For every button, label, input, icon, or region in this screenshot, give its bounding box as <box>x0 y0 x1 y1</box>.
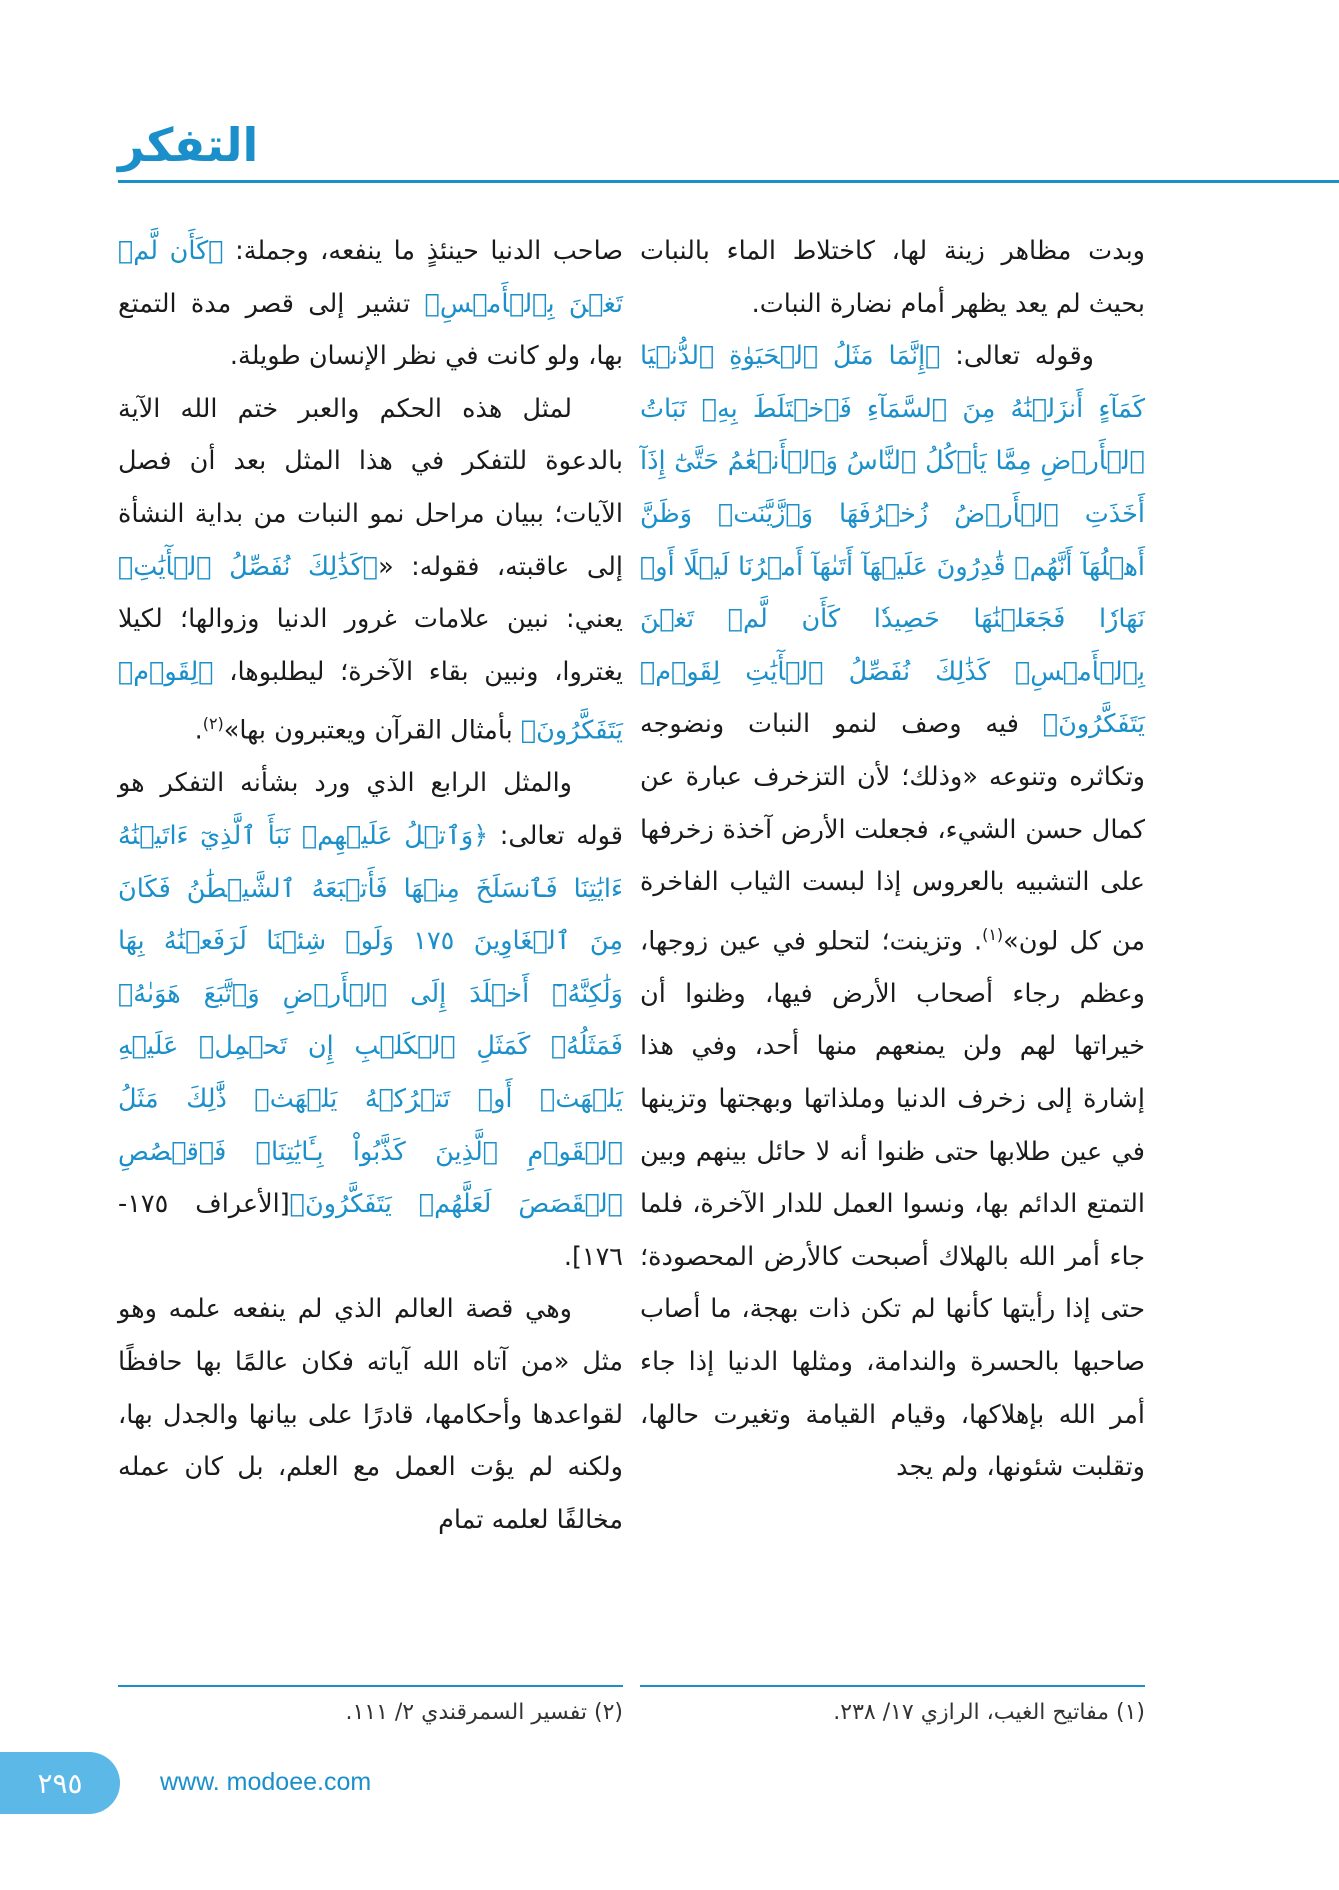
footnote-marker: (٢) <box>202 714 224 734</box>
body-text: بأمثال القرآن ويعتبرون بها» <box>223 715 521 746</box>
body-text: وقوله تعالى: <box>940 341 1094 372</box>
quran-verse: ﴿كَذَٰلِكَ نُفَصِّلُ ٱلۡأٓيَٰتِ﴾ <box>118 551 379 582</box>
quran-verse: ﴿لِقَوۡمٖ يَتَفَكَّرُونَ﴾ <box>118 656 623 746</box>
footnote-2: (٢) تفسير السمرقندي ٢/ ١١١. <box>345 1700 623 1725</box>
body-text: صاحب الدنيا حينئذٍ ما ينفعه، وجملة: <box>223 236 623 266</box>
right-column <box>640 225 1145 1494</box>
body-text: تشير إلى قصر مدة التمتع بها، ولو كانت في نظر الإنسان طويلة. <box>118 288 623 372</box>
page-title: التفكر <box>118 118 259 172</box>
quran-verse: ﴿كَأَن لَّمۡ تَغۡنَ بِٱلۡأَمۡسِ﴾ <box>118 236 623 319</box>
body-text: [الأعراف ١٧٥- ١٧٦]. <box>118 1189 623 1272</box>
page-number: ٢٩٥ <box>0 1752 120 1814</box>
footnote-divider-left <box>118 1685 623 1687</box>
paragraph <box>118 757 623 1283</box>
paragraph <box>118 383 623 758</box>
website-link[interactable]: www. modoee.com <box>160 1768 372 1796</box>
body-text: يعني: نبين علامات غرور الدنيا وزوالها؛ لكيلا يغتروا، ونبين بقاء الآخرة؛ ليطلبوها، <box>118 604 623 687</box>
body-text: وهي قصة العالم الذي لم ينفعه علمه وهو مثل «من آتاه الله آياته فكان عالمًا بها حافظًا لقواعدها وأحكامها، قادرًا على بيانها والجدل بها، ولكنه لم يؤت العمل مع العلم، بل كان عمله مخالفًا لعلمه تمام <box>118 1294 623 1535</box>
paragraph <box>640 330 1145 1494</box>
quran-verse: ﴿إِنَّمَا مَثَلُ ٱلۡحَيَوٰةِ ٱلدُّنۡيَا كَمَآءٍ أَنزَلۡنَٰهُ مِنَ ٱلسَّمَآءِ فَٱخۡتَلَطَ بِهِۦ نَبَاتُ ٱلۡأَرۡضِ مِمَّا يَأۡكُلُ ٱلنَّاسُ وَٱلۡأَنۡعَٰمُ حَتَّىٰٓ إِذَآ أَخَذَتِ ٱلۡأَرۡضُ زُخۡرُفَهَا وَٱزَّيَّنَتۡ وَظَنَّ أَهۡلُهَآ أَنَّهُمۡ قَٰدِرُونَ عَلَيۡهَآ أَتَىٰهَآ أَمۡرُنَا لَيۡلًا أَوۡ نَهَارٗا فَجَعَلۡنَٰهَا حَصِيدٗا كَأَن لَّمۡ تَغۡنَ بِٱلۡأَمۡسِۚ كَذَٰلِكَ نُفَصِّلُ ٱلۡأٓيَٰتِ لِقَوۡمٖ يَتَفَكَّرُونَ﴾ <box>640 341 1145 740</box>
paragraph <box>118 1283 623 1546</box>
header-rule <box>118 180 1339 183</box>
footnote-1: (١) مفاتيح الغيب، الرازي ١٧/ ٢٣٨. <box>833 1700 1145 1725</box>
left-column <box>118 225 623 1546</box>
body-text: والمثل الرابع الذي ورد بشأنه التفكر هو قوله تعالى: <box>118 768 623 852</box>
body-text: . <box>194 715 203 746</box>
body-text: وبدت مظاهر زينة لها، كاختلاط الماء بالنبات بحيث لم يعد يظهر أمام نضارة النبات. <box>640 236 1145 319</box>
body-text: فيه وصف لنمو النبات ونضوجه وتكاثره وتنوعه «وذلك؛ لأن التزخرف عبارة عن كمال حسن الشيء، فجعلت الأرض آخذة زخرفها على التشبيه بالعروس إذا لبست الثياب الفاخرة من كل لون» <box>640 709 1145 957</box>
quran-verse: ﴿وَٱتۡلُ عَلَيۡهِمۡ نَبَأَ ٱلَّذِيٓ ءَاتَيۡنَٰهُ ءَايَٰتِنَا فَٱنسَلَخَ مِنۡهَا فَأَتۡبَعَهُ ٱلشَّيۡطَٰنُ فَكَانَ مِنَ ٱلۡغَاوِينَ ١٧٥ وَلَوۡ شِئۡنَا لَرَفَعۡنَٰهُ بِهَا وَلَٰكِنَّهُۥٓ أَخۡلَدَ إِلَى ٱلۡأَرۡضِ وَٱتَّبَعَ هَوَىٰهُۚ فَمَثَلُهُۥ كَمَثَلِ ٱلۡكَلۡبِ إِن تَحۡمِلۡ عَلَيۡهِ يَلۡهَثۡ أَوۡ تَتۡرُكۡهُ يَلۡهَثۚ ذَّٰلِكَ مَثَلُ ٱلۡقَوۡمِ ٱلَّذِينَ كَذَّبُواْ بِـَٔايَٰتِنَاۚ فَٱقۡصُصِ ٱلۡقَصَصَ لَعَلَّهُمۡ يَتَفَكَّرُونَ﴾ <box>118 821 623 1220</box>
paragraph <box>640 225 1145 330</box>
body-text: لمثل هذه الحكم والعبر ختم الله الآية بالدعوة للتفكر في هذا المثل بعد أن فصل الآيات؛ ببيان مراحل نمو النبات من بداية النشأة إلى عاقبته، فقوله: « <box>118 393 623 582</box>
body-text: . وتزينت؛ لتحلو في عين زوجها، وعظم رجاء أصحاب الأرض فيها، وظنوا أن خيراتها لهم ولن يمنعهم منها أحد، وفي هذا إشارة إلى زخرف الدنيا وملذاتها وبهجتها وتزينها في عين طلابها حتى ظنوا أنه لا حائل بينهم وبين التمتع الدائم بها، ونسوا العمل للدار الآخرة، فلما جاء أمر الله بالهلاك أصبحت كالأرض المحصودة؛ حتى إذا رأيتها كأنها لم تكن ذات بهجة، ما أصاب صاحبها بالحسرة والندامة، ومثلها الدنيا إذا جاء أمر الله بإهلاكها، وقيام القيامة وتغيرت حالها، وتقلبت شئونها، ولم يجد <box>640 926 1145 1483</box>
footnote-divider-right <box>640 1685 1145 1687</box>
footnote-marker: (١) <box>982 924 1004 944</box>
paragraph <box>118 225 623 383</box>
